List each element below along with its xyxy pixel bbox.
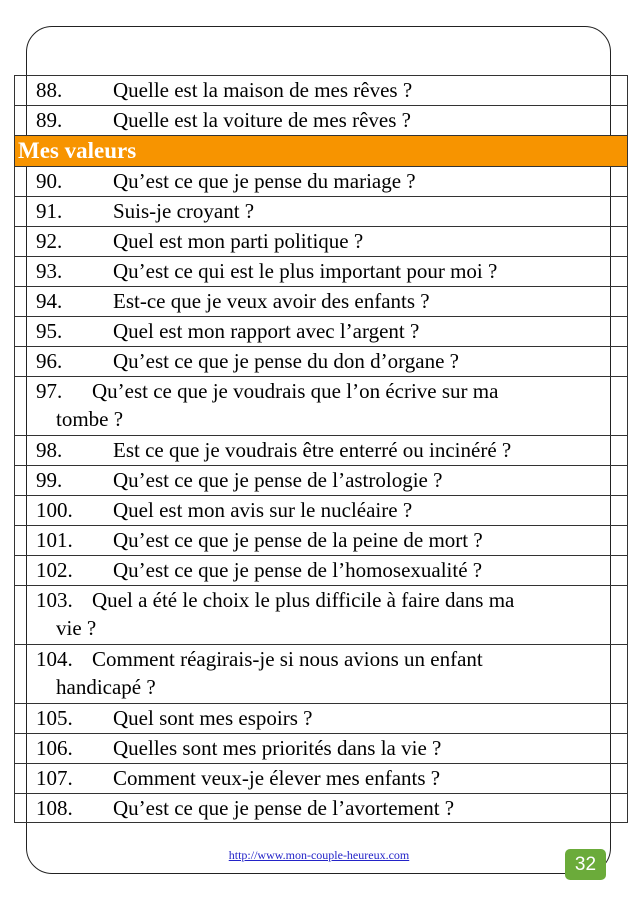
question-text: Quel est mon rapport avec l’argent ? (113, 319, 420, 343)
question-body (36, 377, 627, 433)
question-row (14, 286, 628, 316)
question-row (14, 316, 628, 346)
question-text: Quelle est la voiture de mes rêves ? (113, 108, 411, 132)
question-text: Qu’est ce que je pense du don d’organe ? (113, 349, 459, 373)
question-text: Qu’est ce que je pense du mariage ? (113, 169, 416, 193)
question-number: 89. (36, 108, 63, 132)
question-number: 103. (36, 588, 73, 612)
question-text: Quelle est la maison de mes rêves ? (113, 78, 413, 102)
question-row (14, 376, 628, 435)
question-text: Qu’est ce que je pense de l’avortement ? (113, 796, 455, 820)
question-text: Est-ce que je veux avoir des enfants ? (113, 289, 430, 313)
question-number: 107. (36, 766, 73, 790)
question-text: Quel a été le choix le plus difficile à faire dans ma (92, 588, 515, 612)
question-text: Comment veux-je élever mes enfants ? (113, 766, 441, 790)
question-body (36, 645, 627, 701)
question-text: Qu’est ce que je pense de la peine de mort ? (113, 528, 483, 552)
question-number: 92. (36, 229, 63, 253)
question-number: 97. (36, 379, 63, 403)
question-number: 95. (36, 319, 63, 343)
question-number: 94. (36, 289, 63, 313)
question-text: Comment réagirais-je si nous avions un enfant (92, 647, 483, 671)
question-row (14, 166, 628, 196)
question-text: Qu’est ce que je pense de l’homosexualité ? (113, 558, 483, 582)
question-text: Quel est mon avis sur le nucléaire ? (113, 498, 413, 522)
question-row (14, 793, 628, 823)
question-number: 100. (36, 498, 73, 522)
question-row (14, 75, 628, 105)
question-row (14, 555, 628, 585)
question-row (14, 703, 628, 733)
question-text: Qu’est ce qui est le plus important pour moi ? (113, 259, 498, 283)
question-row (14, 585, 628, 644)
question-row (14, 733, 628, 763)
question-number: 93. (36, 259, 63, 283)
question-number: 99. (36, 468, 63, 492)
question-row (14, 435, 628, 465)
question-text: Quel est mon parti politique ? (113, 229, 364, 253)
question-number: 101. (36, 528, 73, 552)
footer-website-link[interactable]: http://www.mon-couple-heureux.com (228, 848, 410, 862)
question-row (14, 256, 628, 286)
question-body (36, 586, 627, 642)
page-number-badge: 32 (565, 849, 606, 880)
question-row (14, 465, 628, 495)
question-row (14, 644, 628, 703)
question-row (14, 196, 628, 226)
question-number: 88. (36, 78, 63, 102)
question-row (14, 105, 628, 135)
question-number: 98. (36, 438, 63, 462)
question-text-continuation: tombe ? (56, 407, 124, 431)
question-number: 106. (36, 736, 73, 760)
question-number: 108. (36, 796, 73, 820)
question-number: 91. (36, 199, 63, 223)
question-text: Quel sont mes espoirs ? (113, 706, 313, 730)
question-number: 104. (36, 647, 73, 671)
question-row (14, 346, 628, 376)
questions-table (14, 75, 628, 823)
section-header: Mes valeurs (14, 135, 628, 166)
question-number: 90. (36, 169, 63, 193)
question-text-continuation: vie ? (56, 616, 97, 640)
question-number: 105. (36, 706, 73, 730)
question-row (14, 763, 628, 793)
question-text: Qu’est ce que je voudrais que l’on écrive sur ma (92, 379, 499, 403)
question-number: 102. (36, 558, 73, 582)
question-text-continuation: handicapé ? (56, 675, 156, 699)
question-row (14, 226, 628, 256)
question-row (14, 495, 628, 525)
question-text: Quelles sont mes priorités dans la vie ? (113, 736, 442, 760)
question-text: Est ce que je voudrais être enterré ou incinéré ? (113, 438, 512, 462)
question-number: 96. (36, 349, 63, 373)
question-text: Suis-je croyant ? (113, 199, 255, 223)
question-row (14, 525, 628, 555)
question-text: Qu’est ce que je pense de l’astrologie ? (113, 468, 443, 492)
